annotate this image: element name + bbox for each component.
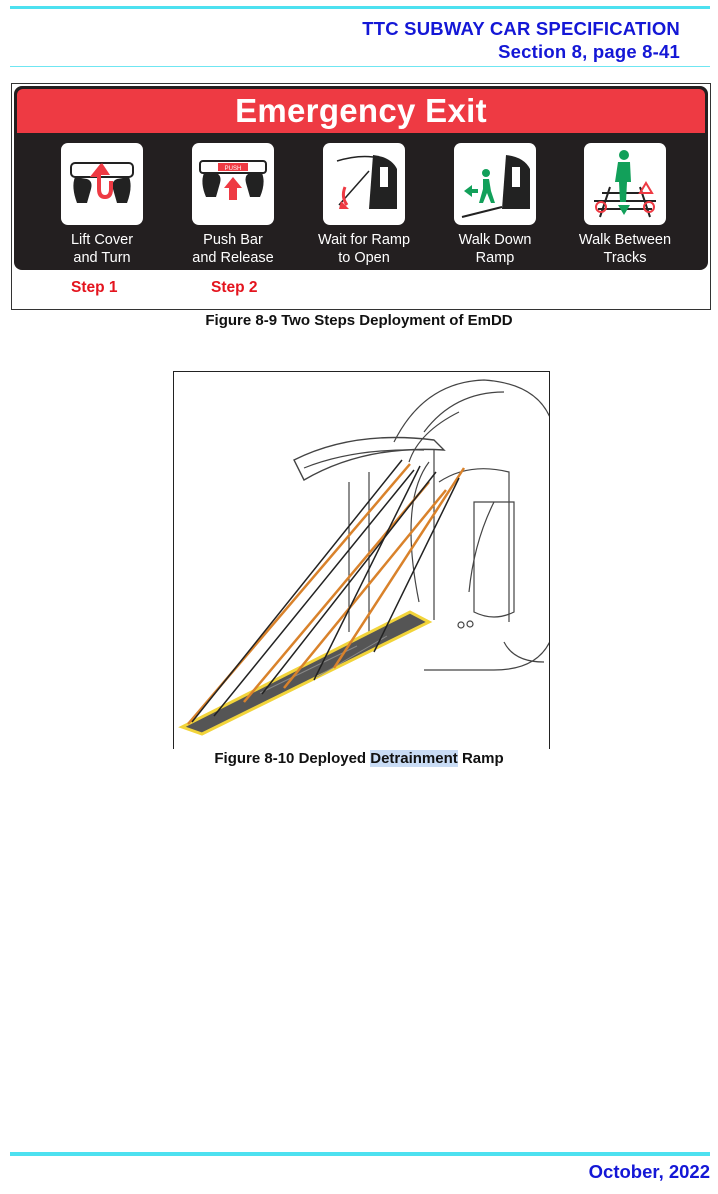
step-2-label: Step 2 (211, 279, 258, 296)
emergency-exit-sign (14, 86, 708, 270)
step-label-wait-ramp: Wait for Ramp to Open (317, 232, 411, 266)
person-between-tracks-icon (584, 143, 666, 225)
push-bar-text: PUSH (224, 166, 242, 172)
highlighted-word: Detrainment (370, 750, 458, 767)
section-page-number: Section 8, page 8-41 (498, 41, 680, 62)
header-bottom-rule (10, 66, 710, 67)
figure-8-10-illustration (173, 371, 550, 749)
document-header (362, 17, 680, 63)
step-label-push-bar: Push Bar and Release (192, 232, 274, 266)
figure-8-9 (11, 83, 711, 310)
lift-cover-hands-icon (61, 143, 143, 225)
ramp-opening-icon (323, 143, 405, 225)
step-1-label: Step 1 (71, 279, 118, 296)
footer-rule (10, 1152, 710, 1156)
footer-date: October, 2022 (588, 1161, 710, 1182)
figure-8-10-caption: Figure 8-10 Deployed Detrainment Ramp (214, 750, 504, 767)
person-walking-ramp-icon (454, 143, 536, 225)
step-label-walk-between: Walk Between Tracks (578, 232, 672, 266)
document-title: TTC SUBWAY CAR SPECIFICATION (362, 18, 680, 39)
step-label-walk-down: Walk Down Ramp (458, 232, 532, 266)
header-top-rule (10, 6, 710, 9)
sign-banner: Emergency Exit (17, 89, 705, 133)
push-bar-hands-icon (192, 143, 274, 225)
step-label-lift-cover: Lift Cover and Turn (70, 232, 134, 266)
figure-8-9-caption: Figure 8-9 Two Steps Deployment of EmDD (205, 312, 513, 329)
